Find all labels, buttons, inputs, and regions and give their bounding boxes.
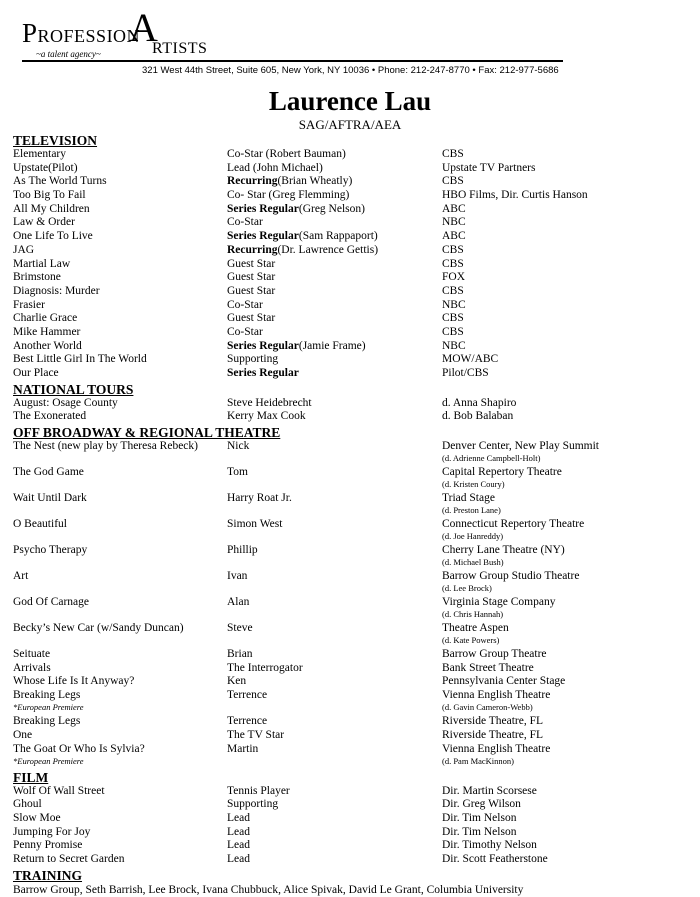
credit-venue: Dir. Tim Nelson bbox=[442, 825, 517, 838]
credit-venue: Upstate TV Partners bbox=[442, 161, 536, 174]
credit-venue: Vienna English Theatre bbox=[442, 689, 551, 702]
credit-director: (d. Chris Hannah) bbox=[442, 609, 504, 620]
credit-role bbox=[227, 148, 346, 162]
credit-venue: NBC bbox=[442, 298, 466, 311]
credit-role bbox=[227, 367, 299, 381]
credit-note: *European Premiere bbox=[13, 702, 84, 713]
credit-title: Ghoul bbox=[13, 798, 42, 811]
credit-role-text: (Greg Nelson) bbox=[298, 202, 365, 215]
credit-role bbox=[227, 299, 263, 313]
training-text: Barrow Group, Seth Barrish, Lee Brock, Ivana Chubbuck, Alice Spivak, David Le Grant, Columbia University bbox=[13, 883, 524, 896]
credit-title: Wolf Of Wall Street bbox=[13, 784, 105, 797]
credit-row bbox=[13, 689, 693, 715]
credit-row bbox=[13, 518, 693, 544]
credit-role bbox=[227, 230, 378, 244]
credit-role-text: Lead bbox=[227, 852, 250, 865]
credit-venue: CBS bbox=[442, 284, 464, 297]
credit-row bbox=[13, 715, 693, 729]
credit-row bbox=[13, 244, 693, 258]
credit-director: (d. Pam MacKinnon) bbox=[442, 755, 515, 766]
credit-venue: Cherry Lane Theatre (NY) bbox=[442, 544, 565, 557]
header-rule bbox=[22, 60, 563, 62]
credit-role bbox=[227, 466, 248, 480]
credit-director: (d. Preston Lane) bbox=[442, 505, 501, 516]
credit-role-text: Steve Heidebrecht bbox=[227, 396, 312, 409]
credit-role bbox=[227, 518, 282, 532]
credit-role-text: (Brian Wheatly) bbox=[277, 175, 353, 188]
credit-title: Penny Promise bbox=[13, 839, 83, 852]
credit-role bbox=[227, 596, 249, 610]
resume-content bbox=[13, 132, 693, 897]
credit-role bbox=[227, 622, 253, 636]
credit-venue: Dir. Martin Scorsese bbox=[442, 784, 537, 797]
credit-row bbox=[13, 853, 693, 867]
credit-title: Breaking Legs bbox=[13, 689, 81, 702]
credit-row bbox=[13, 299, 693, 313]
credit-venue: CBS bbox=[442, 312, 464, 325]
credit-role bbox=[227, 285, 275, 299]
credit-role-text: Terrence bbox=[227, 715, 268, 728]
actor-name: Laurence Lau bbox=[268, 86, 432, 116]
section-heading: TELEVISION bbox=[13, 133, 98, 148]
credit-role bbox=[227, 853, 250, 867]
credit-role bbox=[227, 397, 312, 411]
credit-role-text: Tennis Player bbox=[227, 784, 290, 797]
credit-title: August: Osage County bbox=[13, 396, 118, 409]
credit-row bbox=[13, 353, 693, 367]
credit-venue: Vienna English Theatre bbox=[442, 742, 551, 755]
credit-title: Whose Life Is It Anyway? bbox=[13, 675, 135, 688]
credit-row bbox=[13, 785, 693, 799]
credit-director: (d. Joe Hanreddy) bbox=[442, 531, 504, 542]
credit-role-text: Simon West bbox=[227, 518, 283, 531]
credit-role bbox=[227, 203, 365, 217]
credit-title: Law & Order bbox=[13, 216, 75, 229]
credit-row bbox=[13, 203, 693, 217]
credit-title: Too Big To Fail bbox=[13, 189, 86, 202]
credit-row bbox=[13, 258, 693, 272]
credit-row bbox=[13, 340, 693, 354]
credit-title: Elementary bbox=[13, 148, 67, 160]
credit-title: Art bbox=[13, 570, 29, 583]
credit-row bbox=[13, 675, 693, 689]
credit-role bbox=[227, 216, 263, 230]
credit-role-bold: Series Regular bbox=[227, 339, 299, 352]
credit-role bbox=[227, 353, 278, 367]
section-heading: FILM bbox=[13, 769, 49, 785]
credit-venue: CBS bbox=[442, 243, 464, 256]
credit-role bbox=[227, 162, 323, 176]
credit-row bbox=[13, 271, 693, 285]
credit-title: The Goat Or Who Is Sylvia? bbox=[13, 742, 145, 755]
credit-role bbox=[227, 662, 303, 676]
credit-role bbox=[227, 244, 378, 258]
credit-venue: Triad Stage bbox=[442, 492, 495, 505]
credit-role bbox=[227, 729, 284, 743]
credit-venue: Riverside Theatre, FL bbox=[442, 728, 544, 741]
credit-venue: ABC bbox=[442, 230, 466, 243]
credit-title: Best Little Girl In The World bbox=[13, 353, 147, 366]
credit-row bbox=[13, 798, 693, 812]
credit-venue: d. Anna Shapiro bbox=[442, 396, 517, 409]
credit-role-text: Kerry Max Cook bbox=[227, 410, 306, 423]
credit-role-text: Lead (John Michael) bbox=[227, 161, 323, 174]
credit-role bbox=[227, 675, 246, 689]
credit-title: Psycho Therapy bbox=[13, 544, 88, 557]
credit-role-text: Supporting bbox=[227, 353, 279, 366]
credit-venue: ABC bbox=[442, 202, 466, 215]
credit-venue: Dir. Greg Wilson bbox=[442, 798, 521, 811]
credit-role bbox=[227, 326, 263, 340]
credit-venue: CBS bbox=[442, 257, 464, 270]
credit-title: The Exonerated bbox=[13, 410, 87, 423]
credit-role-bold: Recurring bbox=[227, 175, 278, 188]
credit-venue: CBS bbox=[442, 325, 464, 338]
credit-venue: Capital Repertory Theatre bbox=[442, 466, 562, 479]
credit-role-text: (Jamie Frame) bbox=[298, 339, 366, 352]
credit-role-text: Nick bbox=[227, 440, 250, 453]
credit-note: *European Premiere bbox=[13, 755, 84, 766]
credit-role bbox=[227, 492, 292, 506]
credit-row bbox=[13, 367, 693, 381]
credit-title: Breaking Legs bbox=[13, 715, 81, 728]
credit-venue: Bank Street Theatre bbox=[442, 661, 534, 674]
credit-title: Jumping For Joy bbox=[13, 825, 91, 838]
credit-role-text: Co-Star (Robert Bauman) bbox=[227, 148, 346, 160]
credit-row bbox=[13, 839, 693, 853]
credit-title: Upstate(Pilot) bbox=[13, 161, 78, 174]
credit-row bbox=[13, 230, 693, 244]
credit-row bbox=[13, 622, 693, 648]
credit-role-text: Co- Star (Greg Flemming) bbox=[227, 189, 350, 202]
credit-role-text: The TV Star bbox=[227, 728, 285, 741]
credit-role-text: Lead bbox=[227, 811, 250, 824]
credit-title: God Of Carnage bbox=[13, 596, 90, 609]
credit-row bbox=[13, 397, 693, 411]
credit-title: The God Game bbox=[13, 466, 84, 479]
credit-role-text: Guest Star bbox=[227, 257, 276, 270]
credit-director: (d. Lee Brock) bbox=[442, 583, 492, 594]
credit-row bbox=[13, 812, 693, 826]
credit-title: O Beautiful bbox=[13, 518, 67, 531]
credit-title: Return to Secret Garden bbox=[13, 852, 125, 865]
credit-row bbox=[13, 466, 693, 492]
credit-venue: Denver Center, New Play Summit bbox=[442, 440, 599, 453]
credit-role-text: Lead bbox=[227, 825, 250, 838]
credit-row bbox=[13, 410, 693, 424]
credit-title: Brimstone bbox=[13, 271, 61, 284]
agency-logo bbox=[22, 5, 272, 62]
credit-row bbox=[13, 326, 693, 340]
credit-role bbox=[227, 340, 366, 354]
credit-title: One bbox=[13, 728, 33, 741]
credit-title: Frasier bbox=[13, 298, 45, 311]
credit-venue: Dir. Timothy Nelson bbox=[442, 839, 537, 852]
credit-row bbox=[13, 743, 693, 769]
credit-director: (d. Kate Powers) bbox=[442, 635, 500, 646]
section-heading: OFF BROADWAY & REGIONAL THEATRE bbox=[13, 425, 281, 441]
credit-row bbox=[13, 492, 693, 518]
credit-venue: NBC bbox=[442, 339, 466, 352]
credit-director: (d. Michael Bush) bbox=[442, 557, 504, 568]
credit-venue: Dir. Tim Nelson bbox=[442, 811, 517, 824]
credit-row bbox=[13, 826, 693, 840]
credit-role-text: Co-Star bbox=[227, 325, 263, 338]
credit-role-text: The Interrogator bbox=[227, 661, 303, 674]
credit-role-text: Co-Star bbox=[227, 216, 263, 229]
credit-role bbox=[227, 785, 290, 799]
credit-title: Another World bbox=[13, 339, 82, 352]
credit-role-text: (Sam Rappaport) bbox=[298, 230, 378, 243]
credit-venue: Riverside Theatre, FL bbox=[442, 715, 544, 728]
credit-role bbox=[227, 312, 275, 326]
agency-address: 321 West 44th Street, Suite 605, New York, NY 10036 • Phone: 212-247-8770 • Fax: 212-977-5686 bbox=[142, 65, 559, 76]
credit-role-text: Supporting bbox=[227, 798, 279, 811]
credit-title: As The World Turns bbox=[13, 175, 107, 188]
credit-role bbox=[227, 743, 258, 757]
credit-venue: Theatre Aspen bbox=[442, 622, 509, 635]
credit-venue: Pennsylvania Center Stage bbox=[442, 675, 566, 688]
credit-title: Charlie Grace bbox=[13, 312, 78, 325]
logo-word-professional: PROFESSION bbox=[22, 18, 141, 48]
credit-row bbox=[13, 440, 693, 466]
credit-role-text: Lead bbox=[227, 839, 250, 852]
credit-row bbox=[13, 312, 693, 326]
credit-role-text: Brian bbox=[227, 648, 253, 661]
credit-title: Diagnosis: Murder bbox=[13, 284, 100, 297]
credit-role bbox=[227, 648, 253, 662]
credit-venue: HBO Films, Dir. Curtis Hanson bbox=[442, 189, 588, 202]
credit-venue: d. Bob Balaban bbox=[442, 410, 514, 423]
credit-row bbox=[13, 148, 693, 162]
credit-role-text: Phillip bbox=[227, 544, 258, 557]
credit-role-bold: Series Regular bbox=[227, 367, 299, 379]
credit-venue: Pilot/CBS bbox=[442, 367, 489, 379]
credit-director: (d. Gavin Cameron-Webb) bbox=[442, 702, 533, 713]
credit-title: Mike Hammer bbox=[13, 325, 81, 338]
credit-venue: CBS bbox=[442, 175, 464, 188]
credit-role bbox=[227, 258, 275, 272]
credit-role-text: Martin bbox=[227, 742, 259, 755]
credit-row bbox=[13, 570, 693, 596]
section-heading: NATIONAL TOURS bbox=[13, 381, 134, 397]
credit-role-text: Guest Star bbox=[227, 271, 276, 284]
credit-venue: Connecticut Repertory Theatre bbox=[442, 518, 585, 531]
logo-tagline: ~a talent agency~ bbox=[36, 49, 101, 59]
logo-big-a: A bbox=[129, 5, 158, 50]
credit-role bbox=[227, 544, 258, 558]
credit-row bbox=[13, 189, 693, 203]
actor-unions: SAG/AFTRA/AEA bbox=[298, 117, 402, 132]
credit-director: (d. Adrienne Campbell-Holt) bbox=[442, 453, 541, 464]
credit-role-text: Tom bbox=[227, 466, 248, 479]
credit-role bbox=[227, 410, 306, 424]
logo-word-artists: RTISTS bbox=[152, 40, 208, 57]
credit-role bbox=[227, 689, 267, 703]
credit-role-text: Guest Star bbox=[227, 284, 276, 297]
credit-role bbox=[227, 271, 275, 285]
credit-title: Our Place bbox=[13, 367, 59, 379]
section-heading: TRAINING bbox=[13, 867, 83, 883]
credit-title: Martial Law bbox=[13, 257, 71, 270]
credit-role-bold: Recurring bbox=[227, 243, 278, 256]
credit-venue: FOX bbox=[442, 271, 466, 284]
credit-title: Seituate bbox=[13, 648, 51, 661]
credit-role bbox=[227, 715, 267, 729]
credit-venue: Barrow Group Theatre bbox=[442, 648, 547, 661]
credit-role-text: (Dr. Lawrence Gettis) bbox=[277, 243, 379, 256]
credit-title: Wait Until Dark bbox=[13, 492, 87, 505]
credit-title: One Life To Live bbox=[13, 230, 93, 243]
credit-role-text: Ken bbox=[227, 675, 247, 688]
credit-director: (d. Kristen Coury) bbox=[442, 479, 505, 490]
credit-title: The Nest (new play by Theresa Rebeck) bbox=[13, 440, 198, 453]
credit-role bbox=[227, 175, 352, 189]
credit-role bbox=[227, 826, 250, 840]
credit-venue: CBS bbox=[442, 148, 464, 160]
credit-row bbox=[13, 216, 693, 230]
credit-role-text: Alan bbox=[227, 596, 250, 609]
credit-role-text: Ivan bbox=[227, 570, 248, 583]
credit-row bbox=[13, 662, 693, 676]
credit-row bbox=[13, 162, 693, 176]
credit-venue: MOW/ABC bbox=[442, 353, 499, 366]
credit-title: Slow Moe bbox=[13, 811, 61, 824]
credit-row bbox=[13, 285, 693, 299]
credit-role bbox=[227, 798, 278, 812]
credit-row bbox=[13, 729, 693, 743]
credit-title: All My Children bbox=[13, 202, 90, 215]
credit-role bbox=[227, 189, 349, 203]
credit-venue: Virginia Stage Company bbox=[442, 596, 556, 609]
credit-venue: NBC bbox=[442, 216, 466, 229]
credit-role-text: Steve bbox=[227, 622, 253, 635]
credit-title: Arrivals bbox=[13, 661, 51, 674]
credit-row bbox=[13, 175, 693, 189]
credit-role bbox=[227, 570, 247, 584]
credit-role-bold: Series Regular bbox=[227, 230, 299, 243]
credit-role-text: Co-Star bbox=[227, 298, 263, 311]
credit-venue: Barrow Group Studio Theatre bbox=[442, 570, 580, 583]
credit-venue: Dir. Scott Featherstone bbox=[442, 852, 548, 865]
credit-row bbox=[13, 544, 693, 570]
credit-role bbox=[227, 440, 249, 454]
credit-role-text: Guest Star bbox=[227, 312, 276, 325]
credit-role bbox=[227, 812, 250, 826]
credit-role-text: Terrence bbox=[227, 689, 268, 702]
credit-role-text: Harry Roat Jr. bbox=[227, 492, 292, 505]
credit-title: Becky’s New Car (w/Sandy Duncan) bbox=[13, 622, 184, 635]
credit-title: JAG bbox=[13, 243, 35, 256]
credit-role bbox=[227, 839, 250, 853]
credit-row bbox=[13, 596, 693, 622]
credit-row bbox=[13, 648, 693, 662]
credit-role-bold: Series Regular bbox=[227, 202, 299, 215]
